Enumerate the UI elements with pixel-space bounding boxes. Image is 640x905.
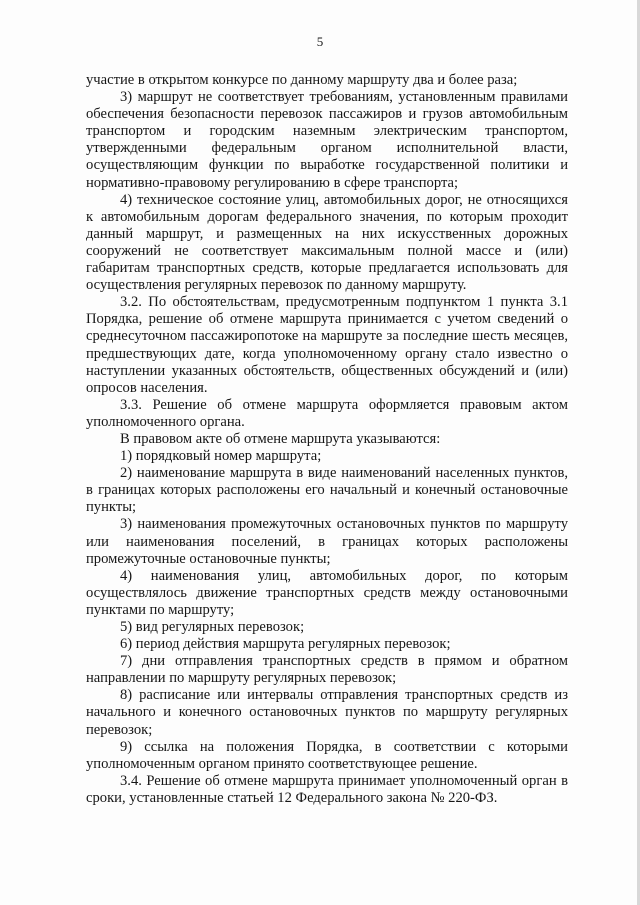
list-item-7: 7) дни отправления транспортных средств в прямом и обратном направлении по маршруту регулярных перевозок; xyxy=(86,653,568,687)
paragraph-continuation: участие в открытом конкурсе по данному маршруту два и более раза; xyxy=(86,72,518,88)
list-item-6: 6) период действия маршрута регулярных перевозок; xyxy=(120,636,451,653)
paragraph-3-3: 3.3. Решение об отмене маршрута оформляется правовым актом уполномоченного органа. xyxy=(86,396,568,430)
list-item-8: 8) расписание или интервалы отправления транспортных средств из начального и конечного остановочных пунктов по маршруту регулярных перевозок; xyxy=(86,687,568,738)
paragraph-3-4: 3.4. Решение об отмене маршрута принимает уполномоченный орган в сроки, установленные статьей 12 Федерального закона № 220-ФЗ. xyxy=(86,772,568,806)
list-item-9: 9) ссылка на положения Порядка, в соответствии с которыми уполномоченным органом принято соответствующее решение. xyxy=(86,738,568,772)
paragraph-list-intro: В правовом акте об отмене маршрута указываются: xyxy=(120,430,441,447)
paragraph-3-2: 3.2. По обстоятельствам, предусмотренным подпунктом 1 пункта 3.1 Порядка, решение об отмене маршрута принимается с учетом сведений о среднесуточном пассажиропотоке на маршруте за последние шесть месяцев, предшествующих дате, когда уполномоченному органу стало известно о наступлении указанных обстоятельств, общественных обсуждений и (или) опросов населения. xyxy=(86,294,568,396)
paragraph-item-4: 4) техническое состояние улиц, автомобильных дорог, не относящихся к автомобильным дорогам федерального значения, по которым проходит данный маршрут, и размещенных на них искусственных дорожных сооружений не соответствует максимальным полной массе и (или) габаритам транспортных средств, которые предлагается использовать для осуществления регулярных перевозок по данному маршруту. xyxy=(86,191,568,294)
paragraph-item-3: 3) маршрут не соответствует требованиям, установленным правилами обеспечения безопасности перевозок пассажиров и грузов автомобильным транспортом и городским наземным электрическим транспортом, утвержденными федеральным органом исполнительной власти, осуществляющим функции по выработке государственной политики и нормативно-правовому регулированию в сфере транспорта; xyxy=(86,89,568,191)
list-item-1: 1) порядковый номер маршрута; xyxy=(120,448,322,465)
list-item-4: 4) наименования улиц, автомобильных дорог, по которым осуществлялось движение транспортных средств между остановочными пунктами по маршруту; xyxy=(86,567,568,618)
list-item-2: 2) наименование маршрута в виде наименований населенных пунктов, в границах которых расположены его начальный и конечный остановочные пункты; xyxy=(86,465,568,516)
list-item-3: 3) наименования промежуточных остановочных пунктов по маршруту или наименования поселений, в границах которых расположены промежуточные остановочные пункты; xyxy=(86,516,568,567)
document-body xyxy=(86,72,568,807)
page-number: 5 xyxy=(316,34,324,49)
list-item-5: 5) вид регулярных перевозок; xyxy=(120,619,305,635)
